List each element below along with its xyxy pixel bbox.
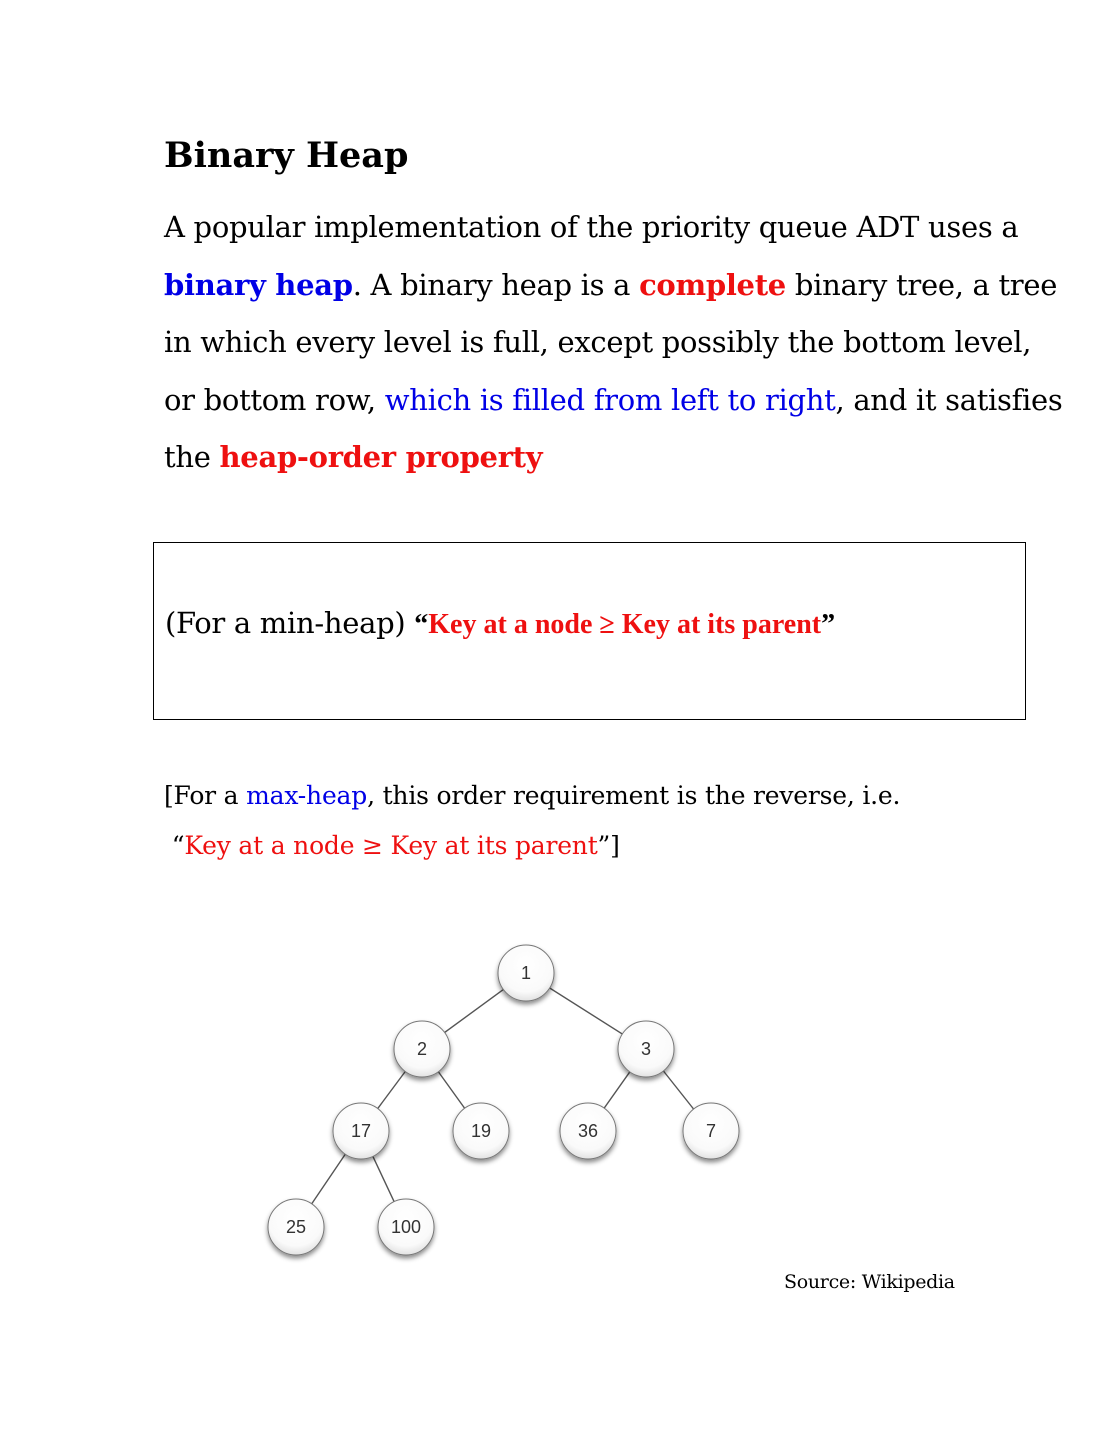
node-label: 25: [285, 1217, 307, 1237]
tree-node: [498, 945, 554, 1001]
intro-text-3: binary tree, a tree in which every level is full, except possibly the bottom level, or bottom row,: [164, 267, 1058, 417]
source-citation: Source: Wikipedia: [784, 1271, 955, 1293]
tree-node: [268, 1199, 324, 1255]
page-title: Binary Heap: [164, 135, 409, 176]
tree-node: [618, 1021, 674, 1077]
note-close: ”]: [597, 831, 620, 860]
node-label: 17: [350, 1121, 372, 1141]
min-heap-rule: Key at a node ≥ Key at its parent: [428, 609, 822, 640]
open-quote: “: [414, 609, 429, 640]
node-label: 100: [390, 1217, 422, 1237]
tree-edges: [296, 973, 711, 1227]
intro-text-1: A popular implementation of the priority queue ADT uses a: [164, 210, 1019, 244]
tree-node: [453, 1103, 509, 1159]
node-label: 2: [416, 1039, 428, 1059]
node-label: 1: [520, 963, 532, 983]
tree-node: [683, 1103, 739, 1159]
node-label: 36: [577, 1121, 599, 1141]
note-open-quote: “: [171, 831, 185, 860]
term-heap-order-property: heap-order property: [219, 440, 543, 474]
node-label: 3: [640, 1039, 652, 1059]
tree-node: [333, 1103, 389, 1159]
term-complete: complete: [639, 267, 786, 302]
node-label: 7: [705, 1121, 717, 1141]
min-heap-prefix: (For a min-heap): [165, 606, 415, 640]
max-heap-rule: Key at a node ≥ Key at its parent: [184, 831, 598, 860]
term-binary-heap: binary heap: [164, 267, 353, 302]
note-text-2: , this order requirement is the reverse, i.e.: [367, 781, 901, 810]
tree-node: [378, 1199, 434, 1255]
node-label: 19: [470, 1121, 492, 1141]
term-max-heap: max-heap: [246, 781, 368, 810]
intro-text-2: . A binary heap is a: [352, 267, 640, 302]
tree-node: [394, 1021, 450, 1077]
close-quote: ”: [821, 609, 836, 640]
note-text-1: [For a: [164, 781, 247, 810]
tree-node: [560, 1103, 616, 1159]
filled-left-to-right-phrase: which is filled from left to right: [384, 382, 836, 417]
intro-text-4: , and it satisfies the: [164, 382, 1063, 474]
